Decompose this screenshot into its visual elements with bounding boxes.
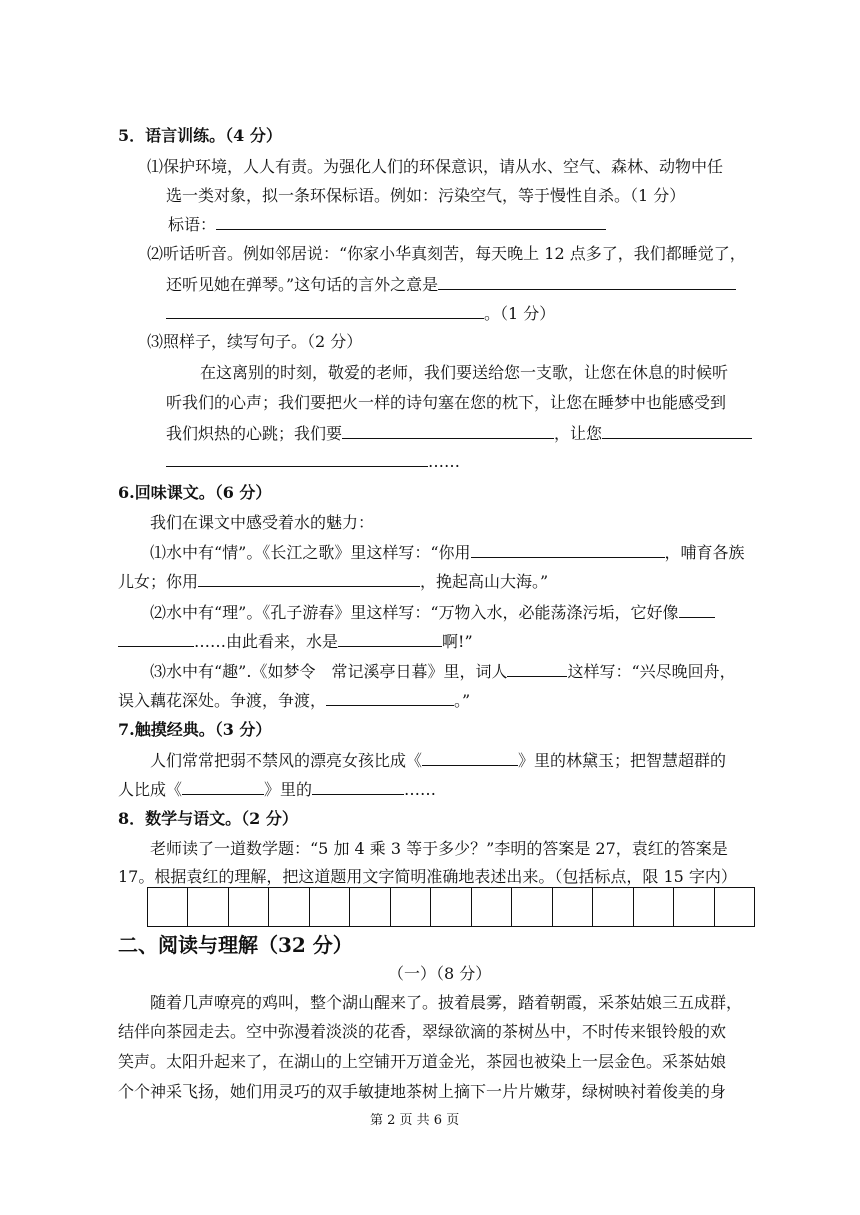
- continue-blank-1[interactable]: [342, 422, 554, 439]
- q6-p1-text-c: 儿女；你用: [118, 572, 199, 591]
- q6-p3-text-d: 。”: [454, 691, 471, 710]
- slogan-label: 标语：: [168, 215, 217, 234]
- q6-p1-text-b: ，哺育各族: [664, 543, 745, 562]
- q6-p1-text-d: ，挽起高山大海。”: [420, 572, 549, 591]
- answer-cell[interactable]: [472, 888, 512, 926]
- q7-line1: [150, 749, 726, 772]
- answer-cell[interactable]: [148, 888, 188, 926]
- yangtze-blank-2[interactable]: [198, 570, 420, 587]
- q8-title: 8．数学与语文。（2 分）: [118, 809, 298, 828]
- section2-title: 二、阅读与理解（32 分）: [118, 933, 353, 957]
- yangtze-blank-1[interactable]: [471, 541, 665, 558]
- answer-cell[interactable]: [634, 888, 674, 926]
- q5-p3-text-a: 我们炽热的心跳；我们要: [166, 424, 343, 443]
- passage-line-1: 随着几声嘹亮的鸡叫，整个湖山醒来了。披着晨雾，踏着朝霞，采茶姑娘三五成群，: [150, 993, 743, 1012]
- answer-cell[interactable]: [188, 888, 228, 926]
- q7-text-b: 》里的林黛玉；把智慧超群的: [518, 751, 727, 770]
- page-footer: 第 2 页 共 6 页: [370, 1113, 460, 1128]
- q6-p1-text-a: ⑴水中有“情”。《长江之歌》里这样写：“你用: [150, 543, 471, 562]
- implication-blank-1[interactable]: [438, 273, 736, 290]
- q5-p3-text-b: ，让您: [554, 424, 603, 443]
- continue-blank-3[interactable]: [166, 450, 428, 467]
- continue-blank-2[interactable]: [602, 422, 752, 439]
- q5-p2-text: 还听见她在弹琴。”这句话的言外之意是: [166, 275, 439, 294]
- classic-book-blank-1[interactable]: [422, 749, 518, 766]
- q5-p2-line3: [166, 302, 555, 325]
- implication-blank-2[interactable]: [166, 302, 484, 319]
- q7-text-a: 人们常常把弱不禁风的漂亮女孩比成《: [150, 751, 423, 770]
- answer-cell[interactable]: [431, 888, 471, 926]
- q5-p2-line2: [166, 273, 736, 296]
- q6-p1-line2: [118, 570, 548, 593]
- poem-blank[interactable]: [326, 689, 454, 706]
- q5-p3-line4: [166, 450, 460, 473]
- q8-line2: 17。根据袁红的理解，把这道题用文字简明准确地表述出来。（包括标点，限 15 字内）: [118, 867, 737, 886]
- section2-subtitle: （一）（8 分）: [388, 964, 492, 983]
- poet-blank[interactable]: [507, 660, 567, 677]
- answer-cell[interactable]: [512, 888, 552, 926]
- q5-p1-line2: 选一类对象，拟一条环保标语。例如：污染空气，等于慢性自杀。（1 分）: [166, 186, 686, 205]
- q5-p2-tail: 。（1 分）: [484, 304, 556, 323]
- answer-grid[interactable]: [147, 887, 755, 927]
- water-is-blank[interactable]: [338, 630, 442, 647]
- q6-title: 6.回味课文。（6 分）: [118, 483, 272, 502]
- q6-p2-line1: [150, 601, 715, 624]
- q6-p2-line2: [118, 630, 473, 653]
- classic-book-blank-2[interactable]: [182, 778, 264, 795]
- passage-line-3: 笑声。太阳升起来了，在湖山的上空铺开万道金光，茶园也被染上一层金色。采茶姑娘: [118, 1052, 727, 1071]
- passage-line-4: 个个神采飞扬，她们用灵巧的双手敏捷地茶树上摘下一片片嫩芽，绿树映衬着俊美的身: [118, 1082, 727, 1101]
- q6-p3-line2: [118, 689, 470, 712]
- q5-p2-line1: ⑵听话听音。例如邻居说：“你家小华真刻苦，每天晚上 12 点多了，我们都睡觉了，: [147, 244, 746, 263]
- q7-text-d: 》里的: [264, 780, 313, 799]
- q5-p3-line1: 在这离别的时刻，敬爱的老师，我们要送给您一支歌，让您在休息的时候听: [200, 363, 729, 382]
- q6-p2-text-a: ⑵水中有“理”。《孔子游春》里这样写：“万物入水，必能荡涤污垢，它好像: [150, 603, 679, 622]
- q7-text-c: 人比成《: [118, 780, 183, 799]
- q7-line2: [118, 778, 436, 801]
- q5-p1-line1: ⑴保护环境，人人有责。为强化人们的环保意识，请从水、空气、森林、动物中任: [147, 157, 724, 176]
- q6-p3-text-c: 误入藕花深处。争渡，争渡，: [118, 691, 327, 710]
- confucius-blank-1[interactable]: [679, 601, 715, 618]
- q5-p3-ellipsis: ……: [428, 452, 460, 471]
- q6-p2-text-c: 啊!”: [442, 632, 473, 651]
- q6-p3-line1: [150, 660, 736, 683]
- q5-p3-title: ⑶照样子，续写句子。（2 分）: [147, 332, 363, 351]
- answer-cell[interactable]: [391, 888, 431, 926]
- q6-p3-text-b: 这样写：“兴尽晚回舟，: [567, 662, 736, 681]
- answer-cell[interactable]: [715, 888, 754, 926]
- slogan-answer-blank[interactable]: [216, 213, 606, 230]
- q5-p3-line2: 听我们的心声；我们要把火一样的诗句塞在您的枕下，让您在睡梦中也能感受到: [166, 393, 727, 412]
- confucius-blank-2[interactable]: [118, 630, 194, 647]
- q6-p1-line1: [150, 541, 745, 564]
- q7-ellipsis: ……: [404, 780, 437, 799]
- answer-cell[interactable]: [350, 888, 390, 926]
- q5-slogan-row: [168, 213, 606, 236]
- answer-cell[interactable]: [674, 888, 714, 926]
- answer-cell[interactable]: [229, 888, 269, 926]
- q6-p2-text-b: ……由此看来，水是: [194, 632, 339, 651]
- answer-cell[interactable]: [593, 888, 633, 926]
- q6-intro: 我们在课文中感受着水的魅力：: [150, 513, 375, 532]
- passage-line-2: 结伴向茶园走去。空中弥漫着淡淡的花香，翠绿欲滴的茶树丛中，不时传来银铃般的欢: [118, 1022, 727, 1041]
- q5-title: 5．语言训练。（4 分）: [118, 126, 282, 145]
- q5-p3-line3: [166, 422, 752, 445]
- answer-cell[interactable]: [553, 888, 593, 926]
- q6-p3-text-a: ⑶水中有“趣”.《如梦令 常记溪亭日暮》里，词人: [150, 662, 508, 681]
- q7-title: 7.触摸经典。（3 分）: [118, 720, 272, 739]
- answer-cell[interactable]: [269, 888, 309, 926]
- answer-cell[interactable]: [310, 888, 350, 926]
- character-blank[interactable]: [312, 778, 404, 795]
- q8-line1: 老师读了一道数学题：“5 加 4 乘 3 等于多少？”李明的答案是 27，袁红的答案是: [150, 839, 728, 858]
